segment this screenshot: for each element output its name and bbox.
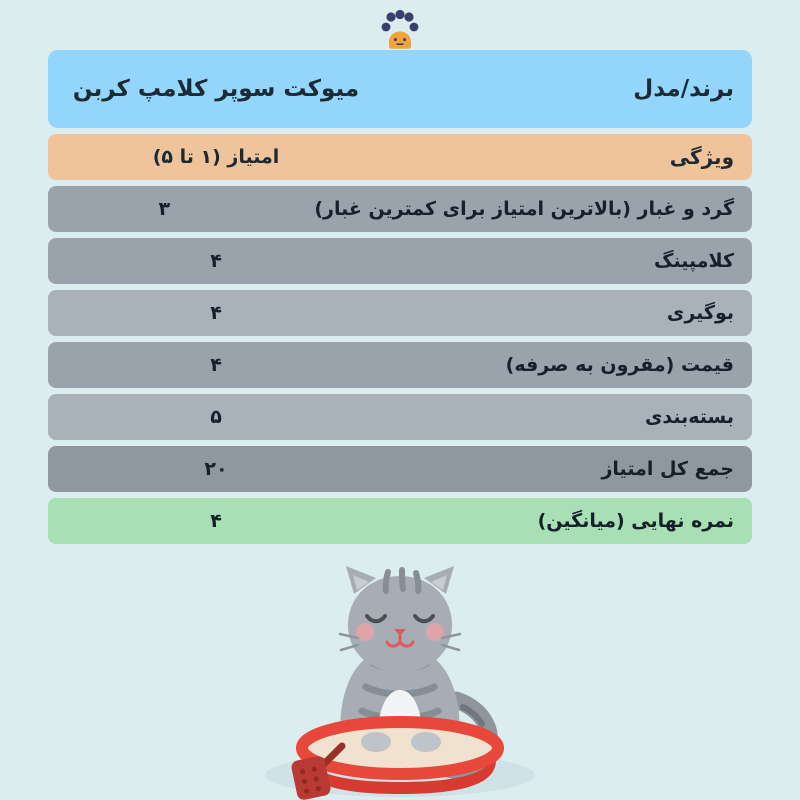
- total-score-label: جمع کل امتیاز: [601, 458, 734, 480]
- row-label: قیمت (مقرون به صرفه): [505, 354, 734, 376]
- total-score-row: [48, 446, 752, 492]
- table-row: [48, 290, 752, 336]
- row-value: ۴: [210, 302, 222, 324]
- final-score-value: ۴: [210, 510, 222, 532]
- paw-logo-icon: [377, 8, 423, 52]
- row-value: ۴: [210, 354, 222, 376]
- row-value: ۵: [210, 406, 222, 428]
- row-label: بوگیری: [666, 302, 734, 324]
- brand-model-value: میوکت سوپر کلامپ کربن: [72, 76, 360, 102]
- row-value: ۴: [210, 250, 222, 272]
- row-label: بسته‌بندی: [644, 406, 734, 428]
- row-label: کلامپینگ: [654, 250, 734, 272]
- table-row: [48, 342, 752, 388]
- score-table: [48, 50, 752, 544]
- cat-illustration-svg: [230, 550, 570, 800]
- final-score-label: نمره نهایی (میانگین): [537, 510, 734, 532]
- table-header-row: [48, 50, 752, 128]
- row-value: ۳: [158, 198, 171, 220]
- total-score-value: ۲۰: [204, 458, 228, 480]
- cat-in-litter-box-illustration: [0, 550, 800, 800]
- score-column-header: امتیاز (۱ تا ۵): [152, 146, 280, 168]
- table-subheader-row: [48, 134, 752, 180]
- brand-model-label: برند/مدل: [633, 76, 734, 102]
- feature-column-header: ویژگی: [669, 145, 734, 169]
- brand-logo: [0, 6, 800, 54]
- final-score-row: [48, 498, 752, 544]
- row-label: گرد و غبار (بالاترین امتیاز برای کمترین غبار): [314, 198, 734, 220]
- table-row: [48, 186, 752, 232]
- table-row: [48, 394, 752, 440]
- table-row: [48, 238, 752, 284]
